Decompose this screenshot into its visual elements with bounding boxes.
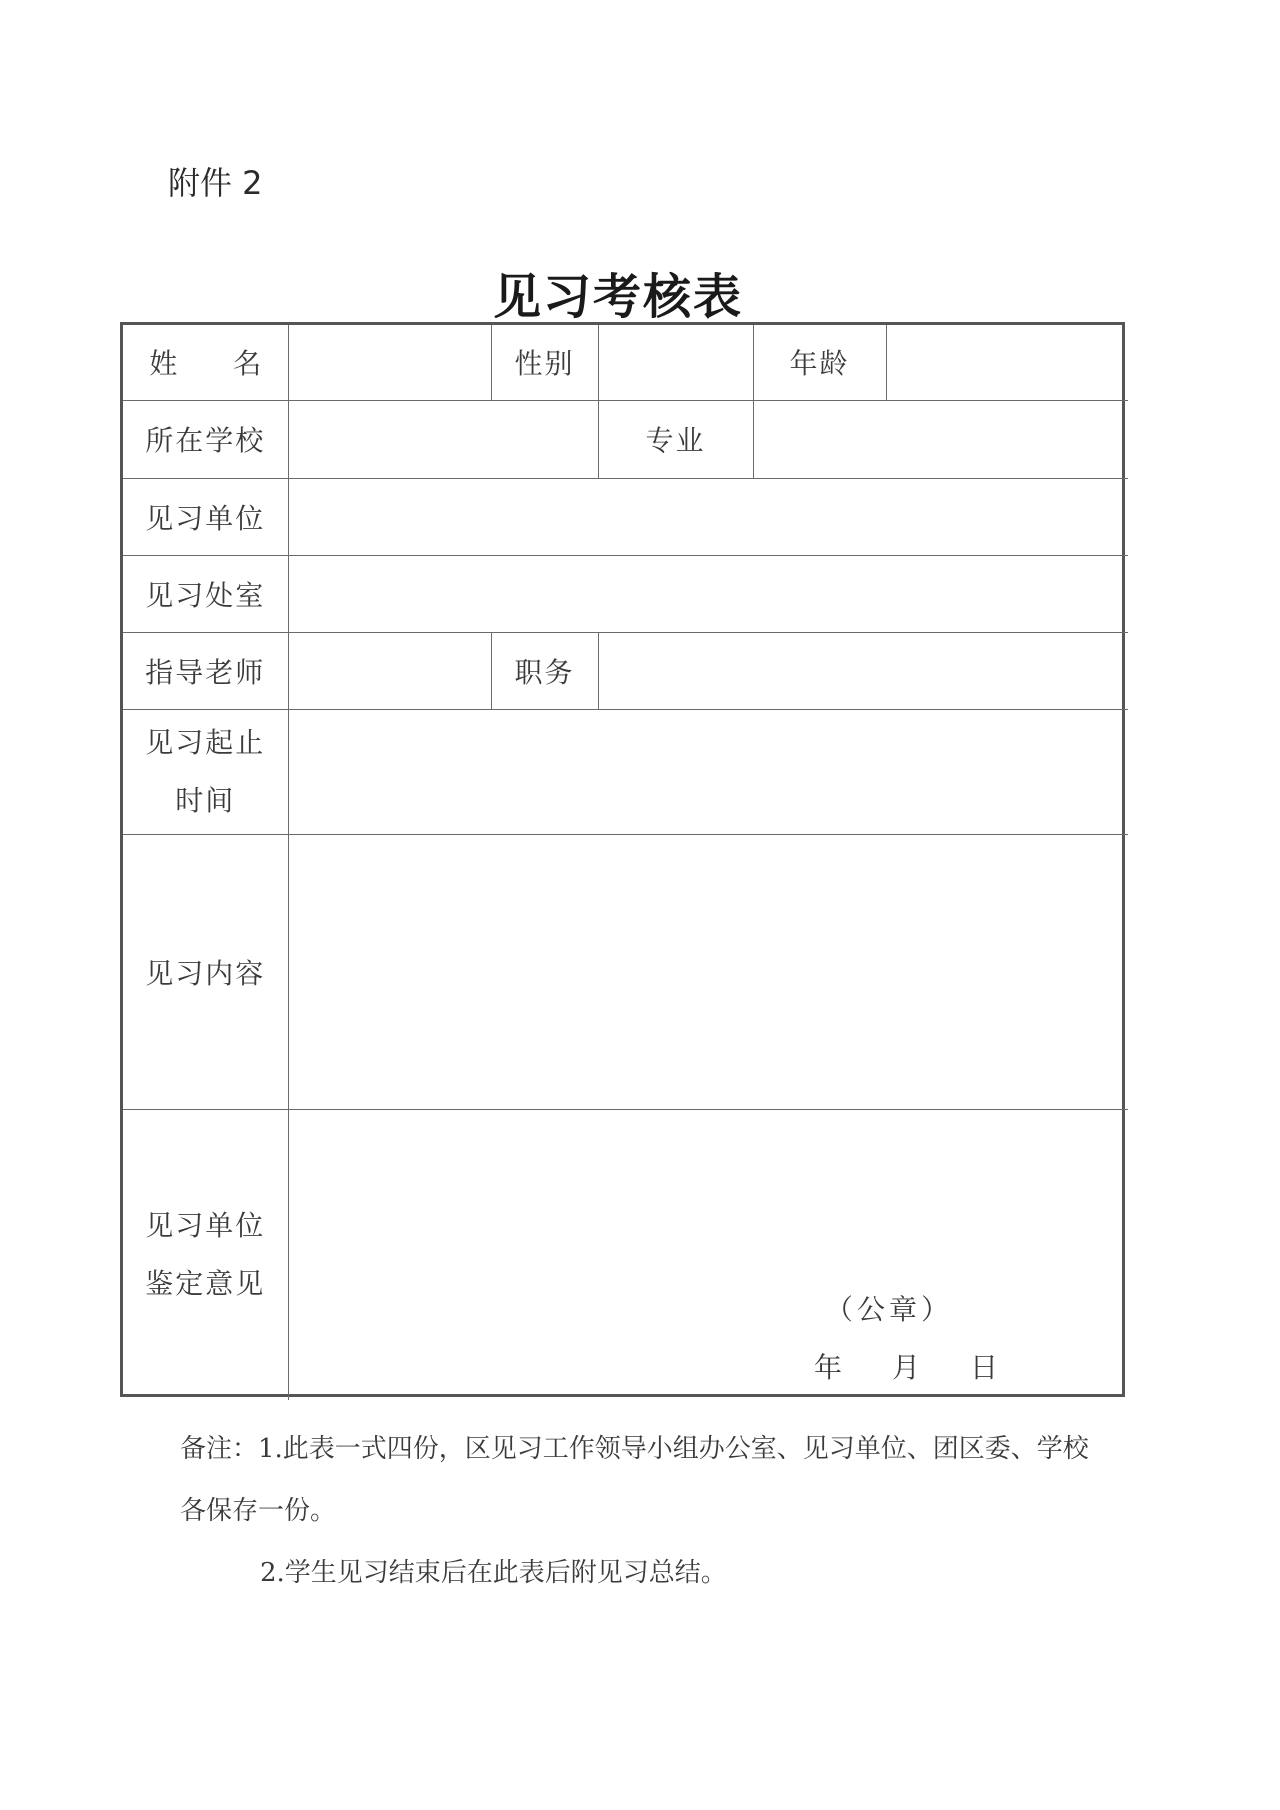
gender-input[interactable]	[598, 325, 753, 400]
evaluation-input[interactable]	[288, 1109, 1128, 1400]
internship-period-label: 见习起止 时间	[123, 709, 288, 834]
assessment-form	[120, 322, 1125, 1397]
major-label: 专业	[598, 400, 753, 478]
age-label: 年龄	[753, 325, 886, 400]
notes	[180, 1418, 1130, 1604]
official-seal-text: （公章）	[824, 1293, 953, 1326]
position-label: 职务	[491, 632, 598, 709]
evaluation-label: 见习单位 鉴定意见	[123, 1109, 288, 1400]
internship-content-label: 见习内容	[123, 834, 288, 1109]
note-line-2: 各保存一份。	[180, 1496, 337, 1526]
attachment-label: 附件 2	[168, 164, 263, 202]
position-input[interactable]	[598, 632, 1128, 709]
school-input[interactable]	[288, 400, 598, 478]
mentor-input[interactable]	[288, 632, 491, 709]
internship-office-input[interactable]	[288, 555, 1128, 632]
major-input[interactable]	[753, 400, 1128, 478]
internship-unit-label: 见习单位	[123, 478, 288, 555]
internship-unit-input[interactable]	[288, 478, 1128, 555]
internship-period-input[interactable]	[288, 709, 1128, 834]
date-year: 年	[813, 1351, 842, 1384]
gender-label: 性别	[491, 325, 598, 400]
form-title: 见习考核表	[492, 269, 743, 325]
date-month: 月	[891, 1351, 920, 1384]
age-input[interactable]	[886, 325, 1128, 400]
note-line-1: 备注：1.此表一式四份，区见习工作领导小组办公室、见习单位、团区委、学校	[180, 1434, 1089, 1464]
date-line	[814, 1346, 998, 1386]
school-label: 所在学校	[123, 400, 288, 478]
note-line-3: 2.学生见习结束后在此表后附见习总结。	[260, 1558, 727, 1588]
date-day: 日	[969, 1351, 998, 1384]
name-label: 姓 名	[123, 325, 288, 400]
internship-content-input[interactable]	[288, 834, 1128, 1109]
mentor-label: 指导老师	[123, 632, 288, 709]
internship-office-label: 见习处室	[123, 555, 288, 632]
name-input[interactable]	[288, 325, 491, 400]
